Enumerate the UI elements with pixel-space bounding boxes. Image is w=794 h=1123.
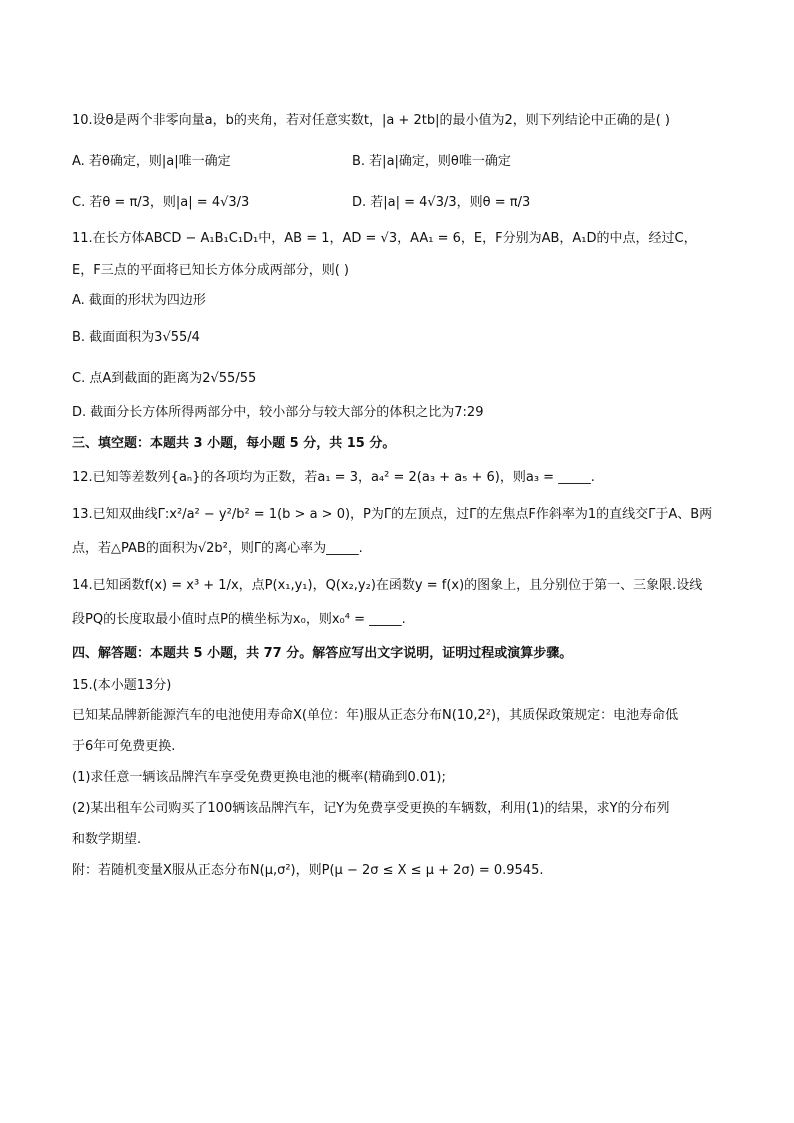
q11-option-c: C. 点A到截面的距离为2√55/55 — [72, 371, 257, 386]
q14-line2: 段PQ的长度取最小值时点P的横坐标为x₀，则x₀⁴ = _____. — [72, 612, 406, 627]
q11-stem-line1: 11.在长方体ABCD − A₁B₁C₁D₁中，AB = 1，AD = √3，AA₁ = 6，E，F分别为AB，A₁D的中点，经过C， — [72, 231, 697, 246]
q10-option-b: B. 若|a|确定，则θ唯一确定 — [352, 154, 511, 169]
q10-option-a: A. 若θ确定，则|a|唯一确定 — [72, 154, 231, 169]
q13-line1: 13.已知双曲线Γ:x²/a² − y²/b² = 1(b > a > 0)，P为Γ的左顶点，过Γ的左焦点F作斜率为1的直线交Γ于A、B两 — [72, 507, 713, 522]
q15-part2-line1: (2)某出租车公司购买了100辆该品牌汽车，记Y为免费享受更换的车辆数，利用(1)的结果，求Y的分布列 — [72, 801, 670, 816]
q11-stem-line2: E，F三点的平面将已知长方体分成两部分，则( ) — [72, 263, 349, 278]
q15-header: 15.(本小题13分) — [72, 678, 172, 693]
q11-option-b: B. 截面面积为3√55/4 — [72, 330, 200, 345]
q14-line1: 14.已知函数f(x) = x³ + 1/x，点P(x₁,y₁)，Q(x₂,y₂)在函数y = f(x)的图象上，且分别位于第一、三象限.设线 — [72, 578, 703, 593]
section-3-heading: 三、填空题：本题共 3 小题，每小题 5 分，共 15 分。 — [72, 436, 396, 451]
q10-option-c: C. 若θ = π/3，则|a| = 4√3/3 — [72, 195, 250, 210]
q15-appendix-note: 附：若随机变量X服从正态分布N(μ,σ²)，则P(μ − 2σ ≤ X ≤ μ + 2σ) = 0.9545. — [72, 863, 544, 878]
q10-option-d: D. 若|a| = 4√3/3，则θ = π/3 — [352, 195, 531, 210]
q15-line2: 于6年可免费更换. — [72, 739, 176, 754]
q15-line1: 已知某品牌新能源汽车的电池使用寿命X(单位：年)服从正态分布N(10,2²)，其质保政策规定：电池寿命低 — [72, 708, 679, 723]
q13-line2: 点，若△PAB的面积为√2b²，则Γ的离心率为_____. — [72, 541, 363, 556]
q12-stem: 12.已知等差数列{aₙ}的各项均为正数，若a₁ = 3，a₄² = 2(a₃ + a₅ + 6)，则a₃ = _____. — [72, 470, 595, 485]
q15-part1: (1)求任意一辆该品牌汽车享受免费更换电池的概率(精确到0.01); — [72, 770, 446, 785]
q11-option-d: D. 截面分长方体所得两部分中，较小部分与较大部分的体积之比为7:29 — [72, 405, 484, 420]
q11-option-a: A. 截面的形状为四边形 — [72, 293, 206, 308]
q15-part2-line2: 和数学期望. — [72, 832, 142, 847]
section-4-heading: 四、解答题：本题共 5 小题，共 77 分。解答应写出文字说明，证明过程或演算步骤。 — [72, 646, 573, 661]
q10-stem: 10.设θ是两个非零向量a，b的夹角，若对任意实数t，|a + 2tb|的最小值为2，则下列结论中正确的是( ) — [72, 113, 670, 128]
